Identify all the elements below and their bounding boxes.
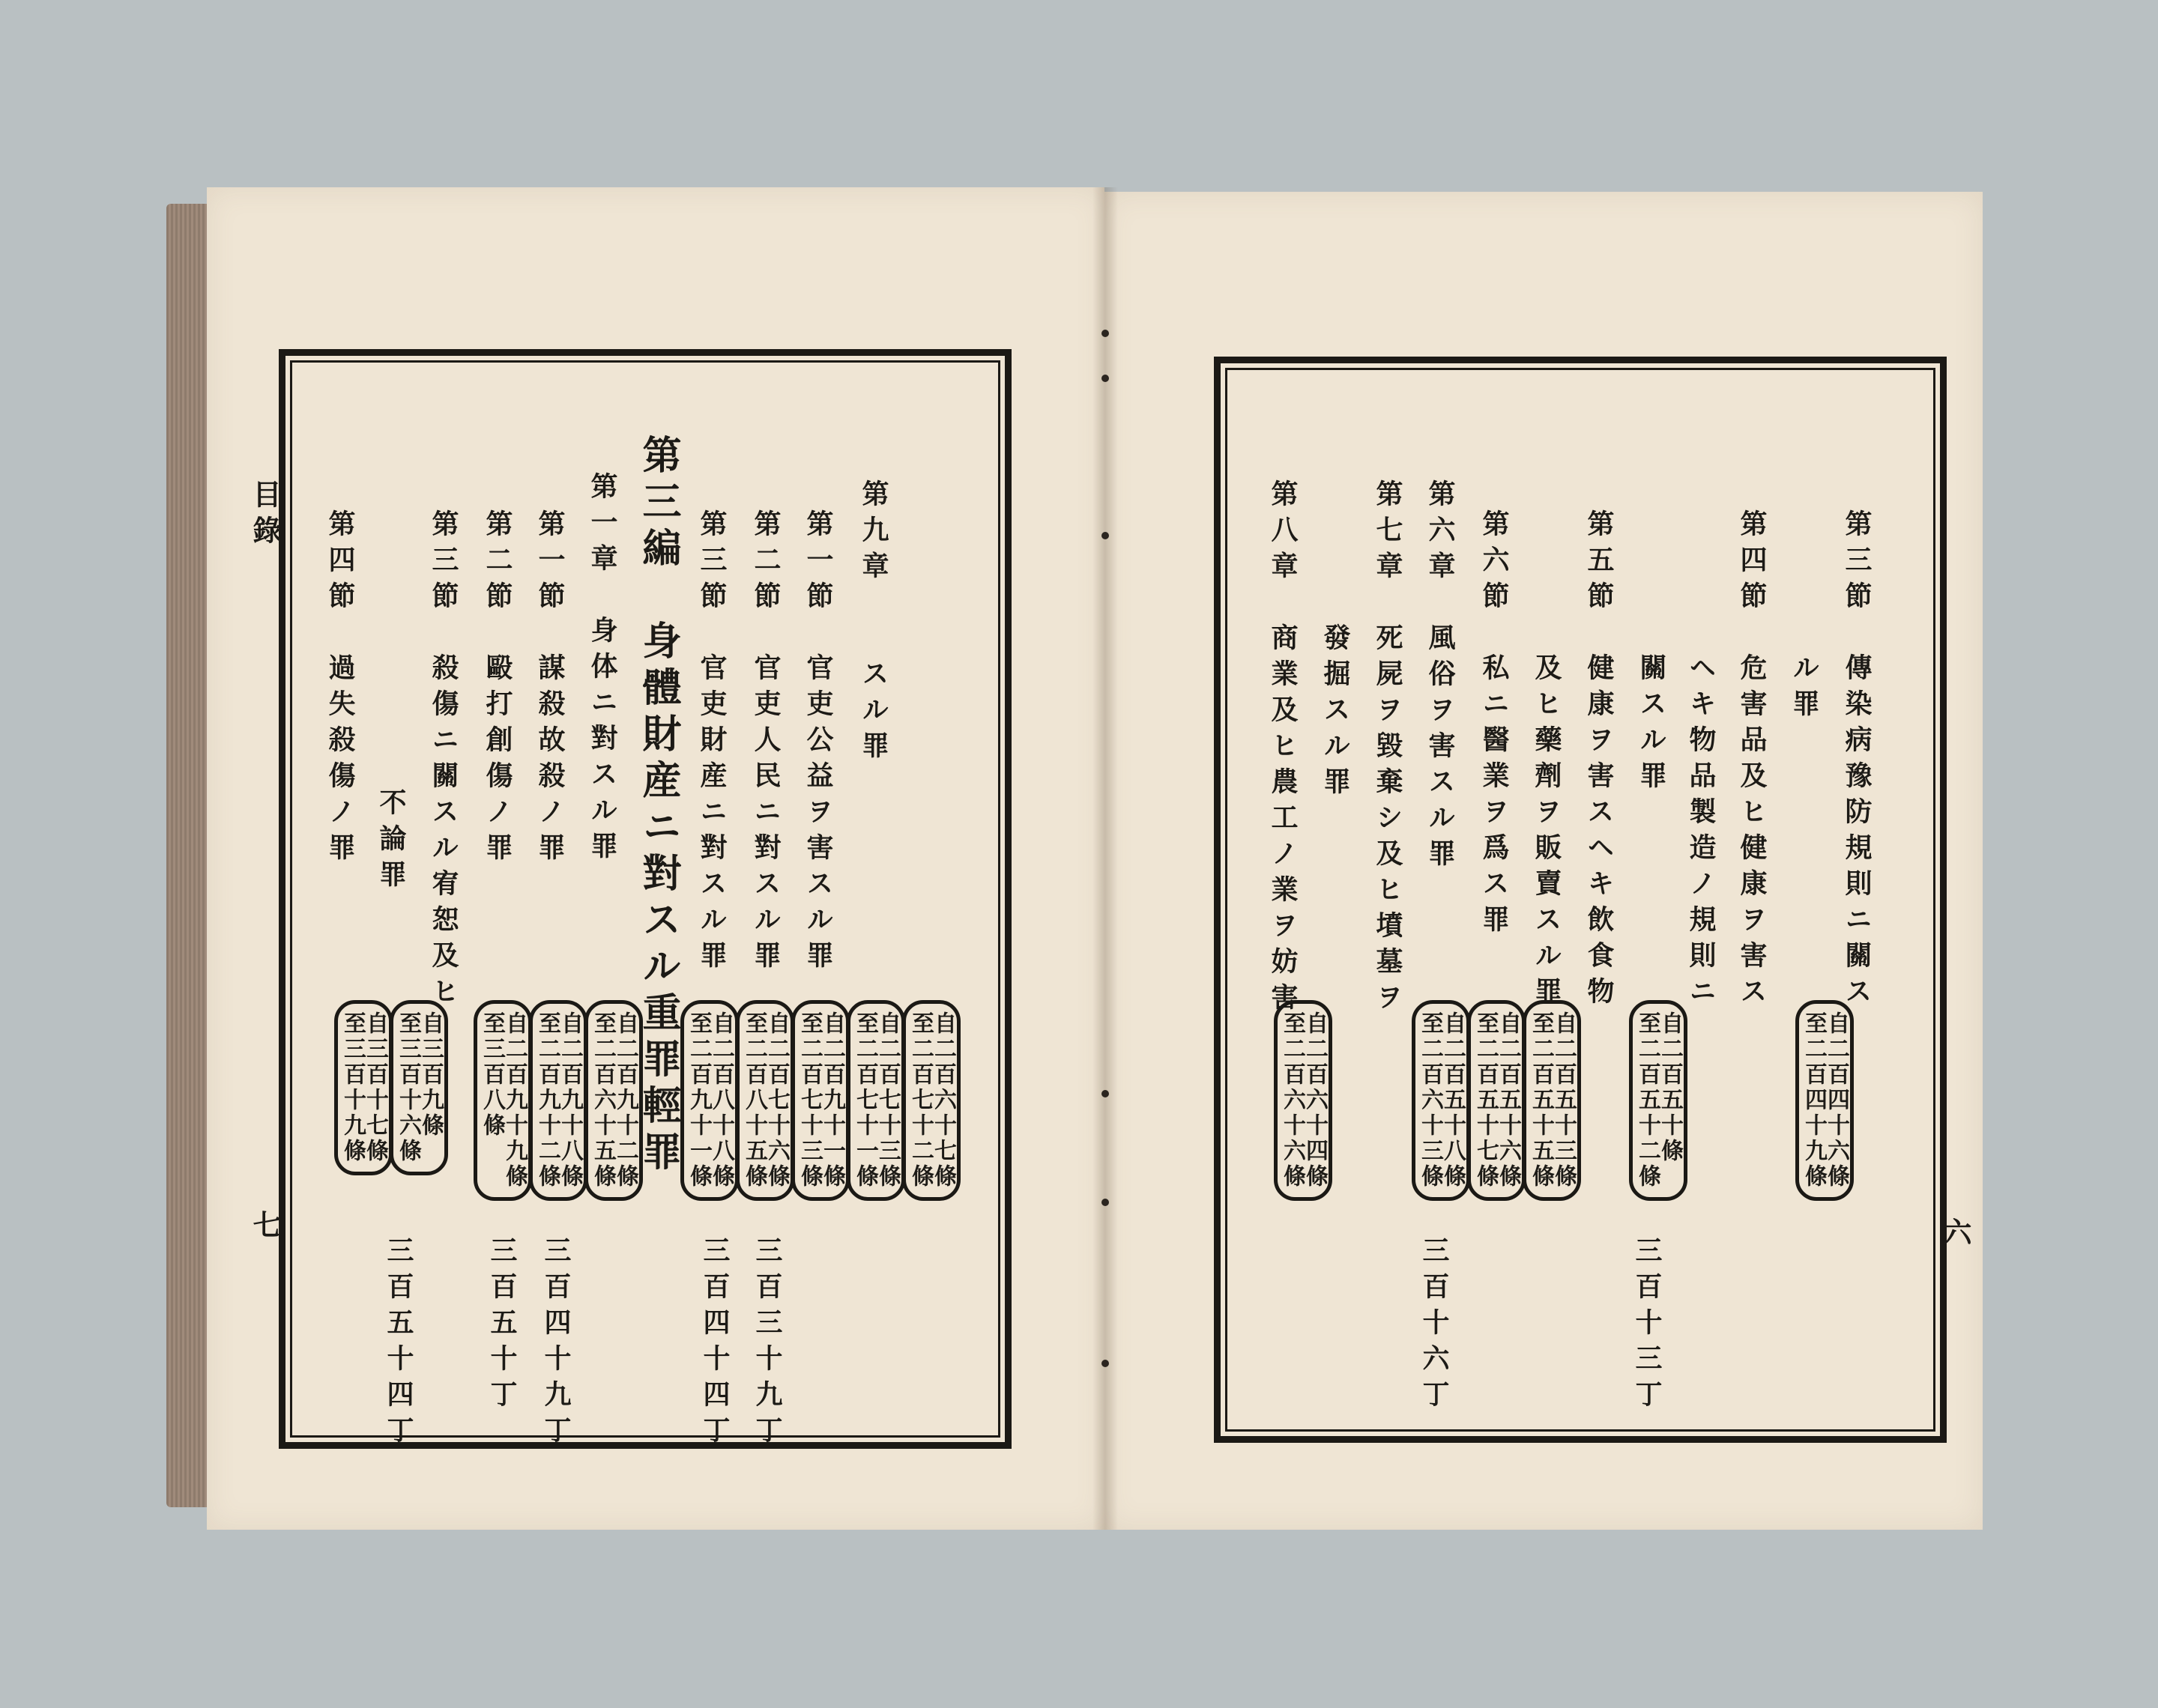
folio-number: 三百三十九丁 (752, 1236, 783, 1452)
article-range: 自二百七十六條 至二百八十五條 (736, 1000, 794, 1201)
toc-entry: 第六章 風俗ヲ害スル罪 (1424, 479, 1456, 875)
toc-entry: ル罪 (1789, 509, 1820, 725)
toc-entry: 第四節 危害品及ヒ健康ヲ害ス (1736, 509, 1768, 1013)
binding-hole (1101, 1360, 1109, 1367)
article-range: 自二百七十三條 至二百七十一條 (847, 1000, 905, 1201)
article-range: 自二百九十八條 至二百九十二條 (529, 1000, 587, 1201)
toc-entry: 第二節 官吏人民ニ對スル罪 (750, 509, 782, 977)
toc-entry: 第三節 官吏財産ニ對スル罪 (696, 509, 728, 977)
folio-number: 三百四十四丁 (699, 1236, 731, 1452)
toc-entry: 發掘スル罪 (1320, 479, 1351, 803)
article-range: 自二百五十六條 至二百五十七條 (1467, 1000, 1526, 1201)
binding-hole (1101, 1090, 1109, 1097)
article-range: 自二百九十二條 至二百六十五條 (584, 1000, 643, 1201)
toc-entry: 第七章 死屍ヲ毀棄シ及ヒ墳墓ヲ (1372, 479, 1403, 1019)
toc-entry: 第六節 私ニ醫業ヲ爲ス罪 (1478, 509, 1510, 941)
part-heading: 第三編 身體財産ニ對スル重罪輕罪 (635, 434, 681, 1178)
toc-entry: 不論罪 (375, 644, 407, 896)
binding-hole (1101, 1199, 1109, 1206)
toc-entry: 第九章 スル罪 (858, 479, 889, 767)
article-range: 自二百五十八條 至二百六十三條 (1412, 1000, 1470, 1201)
folio-number: 三百四十九丁 (540, 1236, 572, 1452)
article-range: 自二百四十六條 至二百四十九條 (1795, 1000, 1854, 1201)
article-range: 自二百五十條 至二百五十二條 (1629, 1000, 1687, 1201)
article-range: 自二百六十四條 至二百六十六條 (1274, 1000, 1332, 1201)
page-number-right: 六 (1938, 1217, 1972, 1253)
toc-entry: 第一節 官吏公益ヲ害スル罪 (803, 509, 834, 977)
toc-entry: 第四節 過失殺傷ノ罪 (324, 509, 356, 869)
article-range: 自三百九條 至三百十六條 (390, 1000, 448, 1175)
folio-number: 三百五十丁 (486, 1236, 518, 1416)
toc-entry: ヘキ物品製造ノ規則ニ (1685, 509, 1717, 1013)
margin-title: 目錄 (248, 479, 282, 551)
binding-hole (1101, 375, 1109, 382)
toc-entry: 及ヒ藥劑ヲ販賣スル罪 (1531, 509, 1562, 1013)
toc-entry: 第一節 謀殺故殺ノ罪 (534, 509, 566, 869)
folio-number: 三百五十四丁 (383, 1236, 414, 1452)
binding-hole (1101, 532, 1109, 539)
toc-entry: 第三節 傳染病豫防規則ニ關ス (1841, 509, 1873, 1013)
toc-entry: 第二節 毆打創傷ノ罪 (482, 509, 513, 869)
article-range: 自二百九十一條 至二百七十三條 (791, 1000, 850, 1201)
toc-entry: 關スル罪 (1636, 509, 1667, 797)
binding-hole (1101, 330, 1109, 337)
folio-number: 三百十六丁 (1418, 1236, 1450, 1416)
toc-entry: 第八章 商業及ヒ農工ノ業ヲ妨害 (1267, 479, 1299, 1019)
article-range: 自三百十七條 至三百十九條 (334, 1000, 393, 1175)
page-number-left: 七 (248, 1210, 282, 1246)
toc-entry: 第一章 身体ニ對スル罪 (587, 472, 618, 867)
article-range: 自二百六十七條 至二百七十二條 (902, 1000, 961, 1201)
article-range: 自二百八十八條 至二百九十一條 (680, 1000, 739, 1201)
toc-entry: 第三節 殺傷ニ關スル宥恕及ヒ (428, 509, 459, 1013)
book-gutter (1092, 187, 1118, 1530)
folio-number: 三百十三丁 (1631, 1236, 1663, 1416)
article-range: 自二百九十九條 至三百八條 (474, 1000, 532, 1201)
article-range: 自二百五十三條 至二百五十五條 (1523, 1000, 1581, 1201)
toc-entry: 第五節 健康ヲ害スヘキ飲食物 (1583, 509, 1615, 1013)
